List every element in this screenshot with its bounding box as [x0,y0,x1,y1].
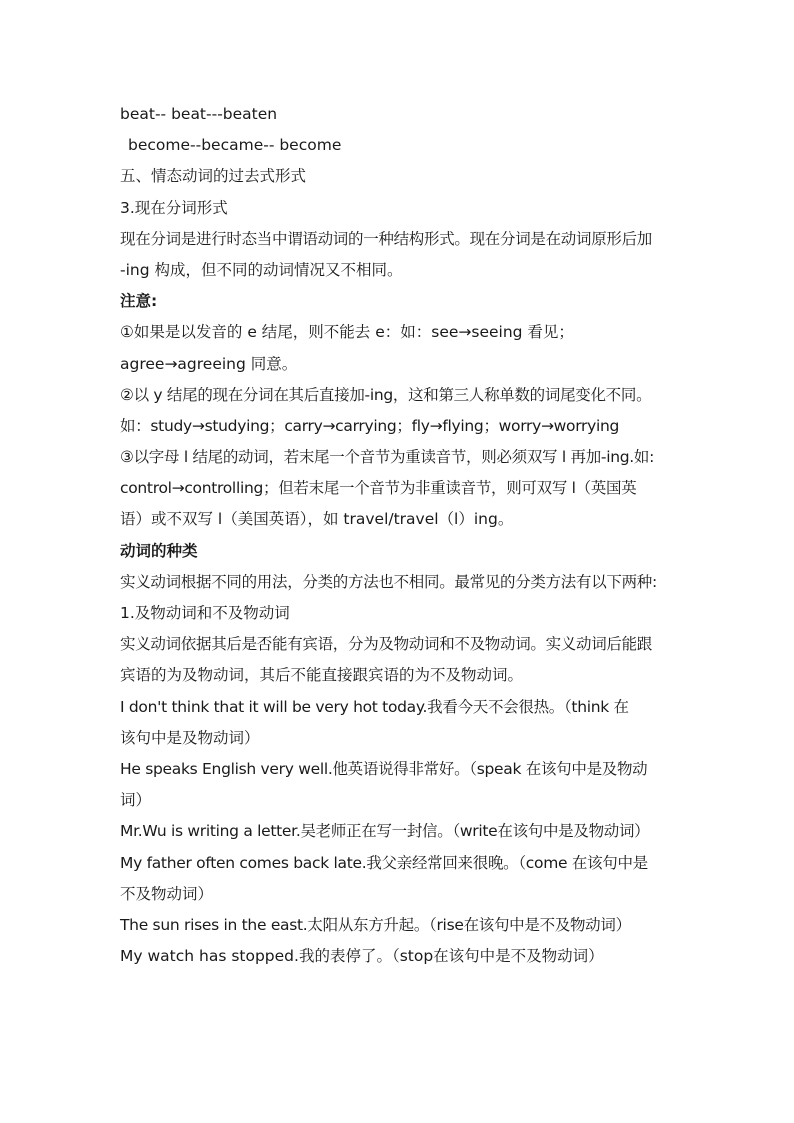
text-line: agree→agreeing 同意。 [120,354,298,373]
text-line: ③以字母 l 结尾的动词，若末尾一个音节为重读音节，则必须双写 l 再加-ing.如: [120,448,655,467]
text-line: 实义动词根据不同的用法，分类的方法也不相同。最常见的分类方法有以下两种: [120,572,657,591]
document-body [120,99,680,972]
text-line: 现在分词是进行时态当中谓语动词的一种结构形式。现在分词是在动词原形后加 [120,229,653,248]
example-sentence: 该句中是及物动词） [120,728,260,747]
example-sentence: My watch has stopped.我的表停了。（stop在该句中是不及物动词） [120,947,604,966]
text-line: become--became-- become [128,136,342,155]
example-sentence: 不及物动词） [120,884,214,903]
text-line: ①如果是以发音的 e 结尾，则不能去 e：如：see→seeing 看见； [120,323,574,342]
subsection-heading: 1.及物动词和不及物动词 [120,604,290,622]
text-line: beat-- beat---beaten [120,105,278,123]
example-sentence: I don't think that it will be very hot today.我看今天不会很热。（think 在 [120,697,629,716]
example-sentence: He speaks English very well.他英语说得非常好。（speak 在该句中是及物动 [120,759,648,778]
note-heading: 注意: [120,292,158,311]
text-line: 如：study→studying；carry→carrying；fly→flying；worry→worrying [120,416,620,435]
text-line: control→controlling；但若末尾一个音节为非重读音节，则可双写 l（英国英 [120,479,637,498]
subsection-heading: 3.现在分词形式 [120,198,228,217]
text-line: 实义动词依据其后是否能有宾语，分为及物动词和不及物动词。实义动词后能跟 [120,635,653,654]
text-line: ②以 y 结尾的现在分词在其后直接加-ing，这和第三人称单数的词尾变化不同。 [120,385,652,404]
text-line: -ing 构成，但不同的动词情况又不相同。 [120,260,403,279]
section-heading: 动词的种类 [120,541,198,560]
text-line: 宾语的为及物动词，其后不能直接跟宾语的为不及物动词。 [120,666,524,685]
example-sentence: My father often comes back late.我父亲经常回来很晚。（come 在该句中是 [120,853,648,872]
text-line: 语）或不双写 l（美国英语），如 travel/travel（l）ing。 [120,510,514,529]
example-sentence: 词） [120,791,152,810]
section-heading: 五、情态动词的过去式形式 [120,167,307,186]
example-sentence: Mr.Wu is writing a letter.吴老师正在写一封信。（write在该句中是及物动词） [120,822,650,841]
example-sentence: The sun rises in the east.太阳从东方升起。（rise在该句中是不及物动词） [120,915,631,934]
